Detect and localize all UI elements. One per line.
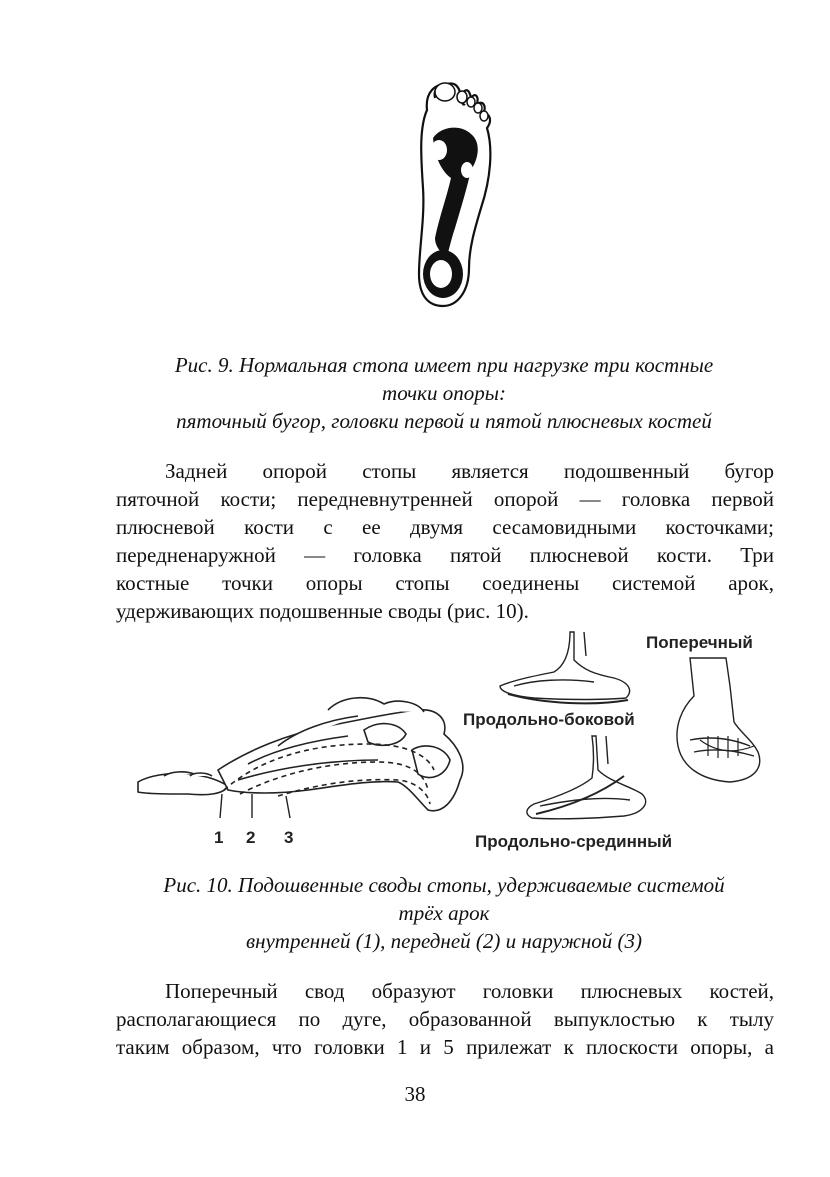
page-number: 38 <box>404 1082 426 1106</box>
label-transverse: Поперечный <box>646 633 753 652</box>
paragraph-1-line-6: удерживающих подошвенные своды (рис. 10). <box>116 599 529 623</box>
footprint-figure <box>405 78 505 314</box>
arch-label-2: 2 <box>246 828 256 847</box>
label-longitudinal-lateral: Продольно-боковой <box>463 710 635 729</box>
paragraph-2-line-1: Поперечный свод образуют головки плюсневых костей, <box>165 979 774 1003</box>
figure-9-caption-line-2: точки опоры: <box>382 381 506 405</box>
medial-arch-foot-illustration <box>520 734 660 826</box>
label-longitudinal-medial: Продольно-срединный <box>475 832 673 851</box>
body-paragraph-2 <box>116 977 774 1061</box>
arch-label-1: 1 <box>214 828 224 847</box>
figure-10-caption-line-1: Рис. 10. Подошвенные своды стопы, удерживаемые системой <box>163 873 725 897</box>
figure-9-caption <box>100 351 788 435</box>
paragraph-2-line-2: располагающиеся по дуге, образованной выпуклостью к тылу <box>116 1007 774 1031</box>
body-paragraph-1 <box>116 457 774 625</box>
figure-9-caption-line-1: Рис. 9. Нормальная стопа имеет при нагрузке три костные <box>174 353 714 377</box>
figure-10-caption-line-3: внутренней (1), передней (2) и наружной (3) <box>245 929 643 953</box>
paragraph-1-line-3: плюсневой кости с ее двумя сесамовидными косточками; <box>116 515 774 539</box>
figure-10-caption <box>100 871 788 955</box>
arch-label-3: 3 <box>284 828 294 847</box>
paragraph-2-line-3: таким образом, что головки 1 и 5 прилежат к плоскости опоры, а <box>116 1035 774 1059</box>
paragraph-1-line-1: Задней опорой стопы является подошвенный бугор <box>165 459 774 483</box>
paragraph-1-line-2: пяточной кости; передневнутренней опорой — головка первой <box>116 487 774 511</box>
figure-9-caption-line-3: пяточный бугор, головки первой и пятой плюсневых костей <box>176 409 712 433</box>
paragraph-1-line-5: костные точки опоры стопы соединены системой арок, <box>116 571 774 595</box>
lateral-arch-foot-illustration <box>494 630 644 710</box>
transverse-arch-foot-illustration <box>660 656 770 788</box>
paragraph-1-line-4: передненаружной — головка пятой плюсневой кости. Три <box>116 543 774 567</box>
foot-skeleton-illustration <box>128 690 478 830</box>
figure-10-caption-line-2: трёх арок <box>398 901 490 925</box>
